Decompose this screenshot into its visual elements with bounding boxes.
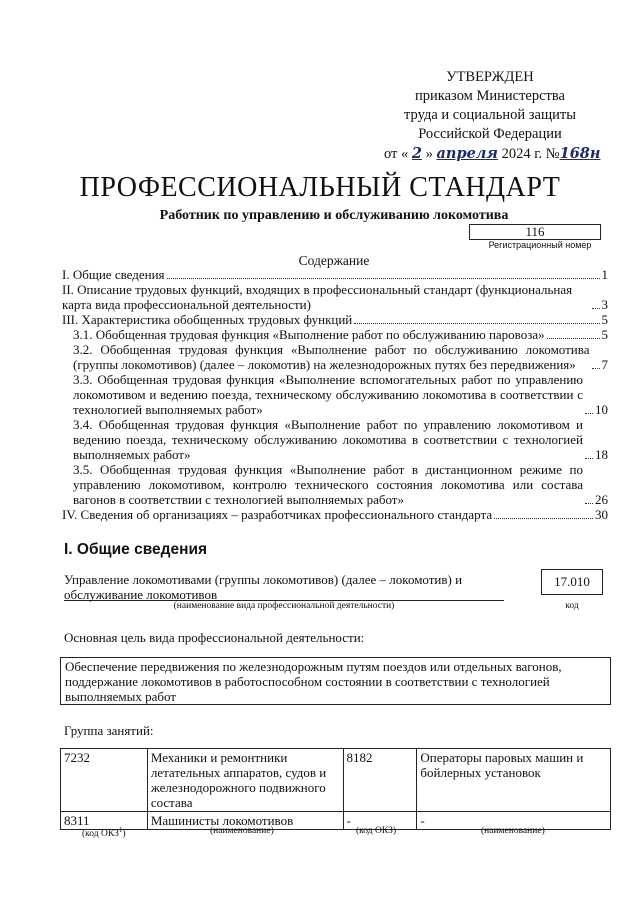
toc-entry-3-2[interactable] xyxy=(62,342,608,372)
occupation-name: Механики и ремонтники летательных аппаратов, судов и железнодорожного подвижного состава xyxy=(147,749,343,812)
toc-entry-page: 30 xyxy=(595,507,608,522)
registration-number: 116 xyxy=(469,224,601,240)
caption-code-okz-2: (код ОКЗ) xyxy=(356,826,397,836)
activity-caption: (наименование вида профессиональной деятельности) xyxy=(173,601,395,611)
toc-entry-text: 3.1. Обобщенная трудовая функция «Выполнение работ по обслуживанию паровоза» xyxy=(73,327,545,342)
toc-heading: Содержание xyxy=(298,253,370,268)
toc-entry-page: 18 xyxy=(595,447,608,462)
toc-entry-text: 3.4. Обобщенная трудовая функция «Выполнение работ по управлению локомотивом и ведению поезда, техническому обслуживанию локомотива в соответствии с технологией выполняемых работ» xyxy=(73,417,583,462)
group-label: Группа занятий: xyxy=(64,723,154,738)
toc-entry-page: 5 xyxy=(601,312,608,327)
footnote-mark[interactable]: 1 xyxy=(118,826,123,834)
toc-entry-text: 3.5. Обобщенная трудовая функция «Выполнение работ в дистанционном режиме по управлению локомотивом, контролю технического состояния локомотива или состава вагонов в соответствии с технологией выполняемых работ» xyxy=(73,462,583,507)
toc-entry-page: 26 xyxy=(595,492,608,507)
toc-entry-3-4[interactable] xyxy=(62,417,608,462)
document-subtitle: Работник по управлению и обслуживанию локомотива xyxy=(159,208,509,223)
order-year: 2024 г. № xyxy=(501,146,560,162)
caption-code-okz xyxy=(82,826,126,839)
table-of-contents xyxy=(62,267,608,522)
approval-line-1: УТВЕРЖДЕН xyxy=(446,69,534,85)
occupation-name: Машинисты локомотивов xyxy=(147,812,343,830)
document-title: ПРОФЕССИОНАЛЬНЫЙ СТАНДАРТ xyxy=(79,172,561,203)
approval-line-4: Российской Федерации xyxy=(418,126,562,142)
activity-kind: Управление локомотивами (группы локомотивов) (далее – локомотив) и обслуживание локомотивов xyxy=(64,572,463,602)
occupations-table xyxy=(60,748,611,830)
approval-line-3: труда и социальной защиты xyxy=(404,107,576,123)
toc-entry-text: 3.3. Обобщенная трудовая функция «Выполнение вспомогательных работ по управлению локомотивом и ведению поезда, техническому обслуживанию локомотива в соответствии с технологией выполняемых работ» xyxy=(73,372,583,417)
toc-entry-1[interactable] xyxy=(62,267,608,282)
toc-entry-page: 3 xyxy=(601,297,608,312)
activity-code: 17.010 xyxy=(541,569,603,595)
toc-entry-page: 1 xyxy=(601,267,608,282)
approval-line-2: приказом Министерства xyxy=(415,88,565,104)
order-month: апреля xyxy=(436,145,498,162)
toc-entry-4[interactable] xyxy=(62,507,608,522)
occupation-code: - xyxy=(343,812,417,830)
toc-entry-page: 7 xyxy=(601,357,608,372)
toc-entry-page: 5 xyxy=(601,327,608,342)
order-prefix: от « xyxy=(384,146,409,162)
occupation-code: 7232 xyxy=(61,749,148,812)
order-line xyxy=(360,144,620,164)
activity-code-caption: код xyxy=(565,601,579,611)
order-number: 168н xyxy=(559,145,601,162)
toc-entry-text: 3.2. Обобщенная трудовая функция «Выполнение работ по обслуживанию локомотива (группы локомотивов) (далее – локомотив) на железнодорожных путях без передвижения» xyxy=(73,342,590,372)
occupation-name: - xyxy=(417,812,611,830)
toc-entry-text: I. Общие сведения xyxy=(62,267,165,282)
occupation-name: Операторы паровых машин и бойлерных установок xyxy=(417,749,611,812)
toc-entry-2[interactable] xyxy=(62,282,608,312)
toc-entry-3[interactable] xyxy=(62,312,608,327)
toc-entry-text: II. Описание трудовых функций, входящих в профессиональный стандарт (функциональная карта вида профессиональной деятельности) xyxy=(62,282,573,312)
caption-name-2: (наименование) xyxy=(481,826,545,836)
registration-label: Регистрационный номер xyxy=(488,240,592,250)
order-day: 2 xyxy=(411,145,422,162)
toc-entry-3-3[interactable] xyxy=(62,372,608,417)
order-mid: » xyxy=(425,146,433,162)
caption-text: (код ОКЗ xyxy=(82,829,119,840)
occupation-code: 8182 xyxy=(343,749,417,812)
toc-entry-3-5[interactable] xyxy=(62,462,608,507)
caption-text: ) xyxy=(122,829,126,840)
toc-entry-page: 10 xyxy=(595,402,608,417)
occupation-code: 8311 xyxy=(61,812,148,830)
goal-label: Основная цель вида профессиональной деятельности: xyxy=(64,630,365,645)
toc-entry-3-1[interactable] xyxy=(62,327,608,342)
approval-block xyxy=(360,68,620,164)
toc-entry-text: IV. Сведения об организациях – разработчиках профессионального стандарта xyxy=(62,507,493,522)
caption-name: (наименование) xyxy=(210,826,274,836)
goal-text: Обеспечение передвижения по железнодорожным путям поездов или отдельных вагонов, поддержание локомотивов в работоспособном состоянии в соответствии с технологией выполняемых работ xyxy=(60,657,611,705)
section-heading: I. Общие сведения xyxy=(64,541,208,558)
table-row xyxy=(61,749,611,812)
toc-entry-text: III. Характеристика обобщенных трудовых функций xyxy=(62,312,353,327)
